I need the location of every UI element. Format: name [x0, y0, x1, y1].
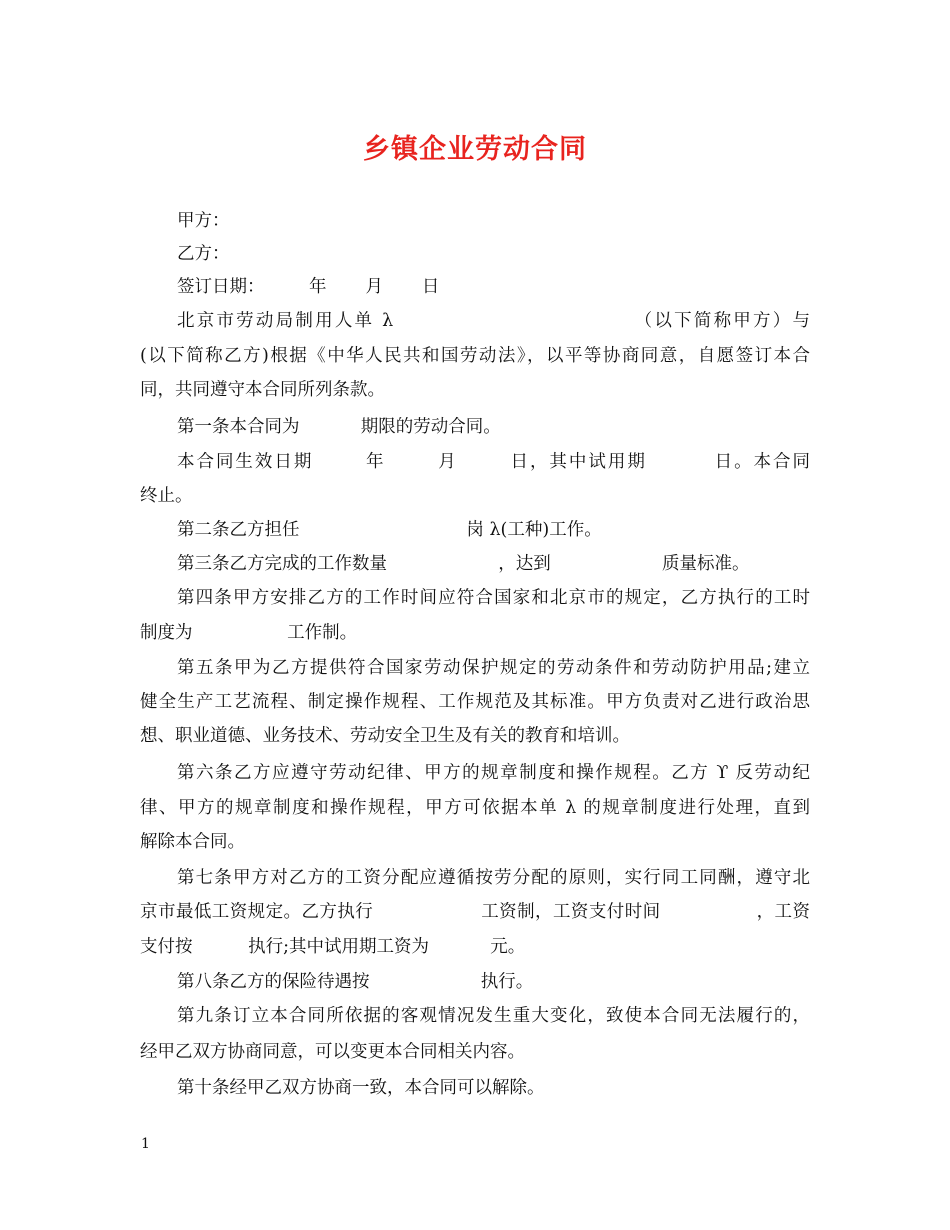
article-9-line: 第九条订立本合同所依据的客观情况发生重大变化，致使本合同无法履行的，	[177, 1006, 810, 1026]
paragraph-line: (以下简称乙方)根据《中华人民共和国劳动法》，以平等协商同意，自愿签订本合	[140, 346, 810, 366]
article-7-line: 第七条甲方对乙方的工资分配应遵循按劳分配的原则，实行同工同酬，遵守北	[177, 868, 810, 888]
paragraph-line: 支付按 执行;其中试用期工资为 元。	[140, 937, 526, 957]
document-title: 乡镇企业劳动合同	[363, 134, 587, 165]
paragraph-line: 终止。	[140, 486, 193, 506]
paragraph-line: 本合同生效日期 年 月 日，其中试用期 日。本合同	[177, 452, 810, 472]
signing-date-line: 签订日期： 年 月 日	[177, 277, 440, 297]
article-4-line: 第四条甲方安排乙方的工作时间应符合国家和北京市的规定，乙方执行的工时	[177, 588, 810, 608]
article-8-line: 第八条乙方的保险待遇按 执行。	[177, 972, 534, 992]
article-1-line: 第一条本合同为 期限的劳动合同。	[177, 417, 501, 437]
paragraph-line: 经甲乙双方协商同意，可以变更本合同相关内容。	[140, 1042, 525, 1062]
article-10-line: 第十条经甲乙双方协商一致，本合同可以解除。	[177, 1078, 545, 1098]
article-5-line: 第五条甲为乙方提供符合国家劳动保护规定的劳动条件和劳动防护用品;建立	[177, 658, 810, 678]
paragraph-line: 解除本合同。	[140, 832, 245, 852]
paragraph-line: 想、职业道德、业务技术、劳动安全卫生及有关的教育和培训。	[140, 726, 630, 746]
party-a-line: 甲方：	[177, 211, 230, 231]
paragraph-line: 律、甲方的规章制度和操作规程，甲方可依据本单 λ 的规章制度进行处理，直到	[140, 798, 810, 818]
article-2-line: 第二条乙方担任 岗 λ(工种)工作。	[177, 520, 602, 540]
article-3-line: 第三条乙方完成的工作数量 ，达到 质量标准。	[177, 554, 750, 574]
page-number: 1	[141, 1136, 150, 1152]
paragraph-line: 健全生产工艺流程、制定操作规程、工作规范及其标准。甲方负责对乙进行政治思	[140, 692, 810, 712]
party-b-line: 乙方：	[177, 244, 230, 264]
paragraph-line: 北京市劳动局制用人单 λ （以下简称甲方）与	[177, 311, 810, 331]
article-6-line: 第六条乙方应遵守劳动纪律、甲方的规章制度和操作规程。乙方 ϒ 反劳动纪	[177, 763, 810, 783]
paragraph-line: 京市最低工资规定。乙方执行 工资制，工资支付时间 ，工资	[140, 902, 810, 922]
paragraph-line: 制度为 工作制。	[140, 623, 358, 643]
paragraph-line: 同，共同遵守本合同所列条款。	[140, 380, 385, 400]
